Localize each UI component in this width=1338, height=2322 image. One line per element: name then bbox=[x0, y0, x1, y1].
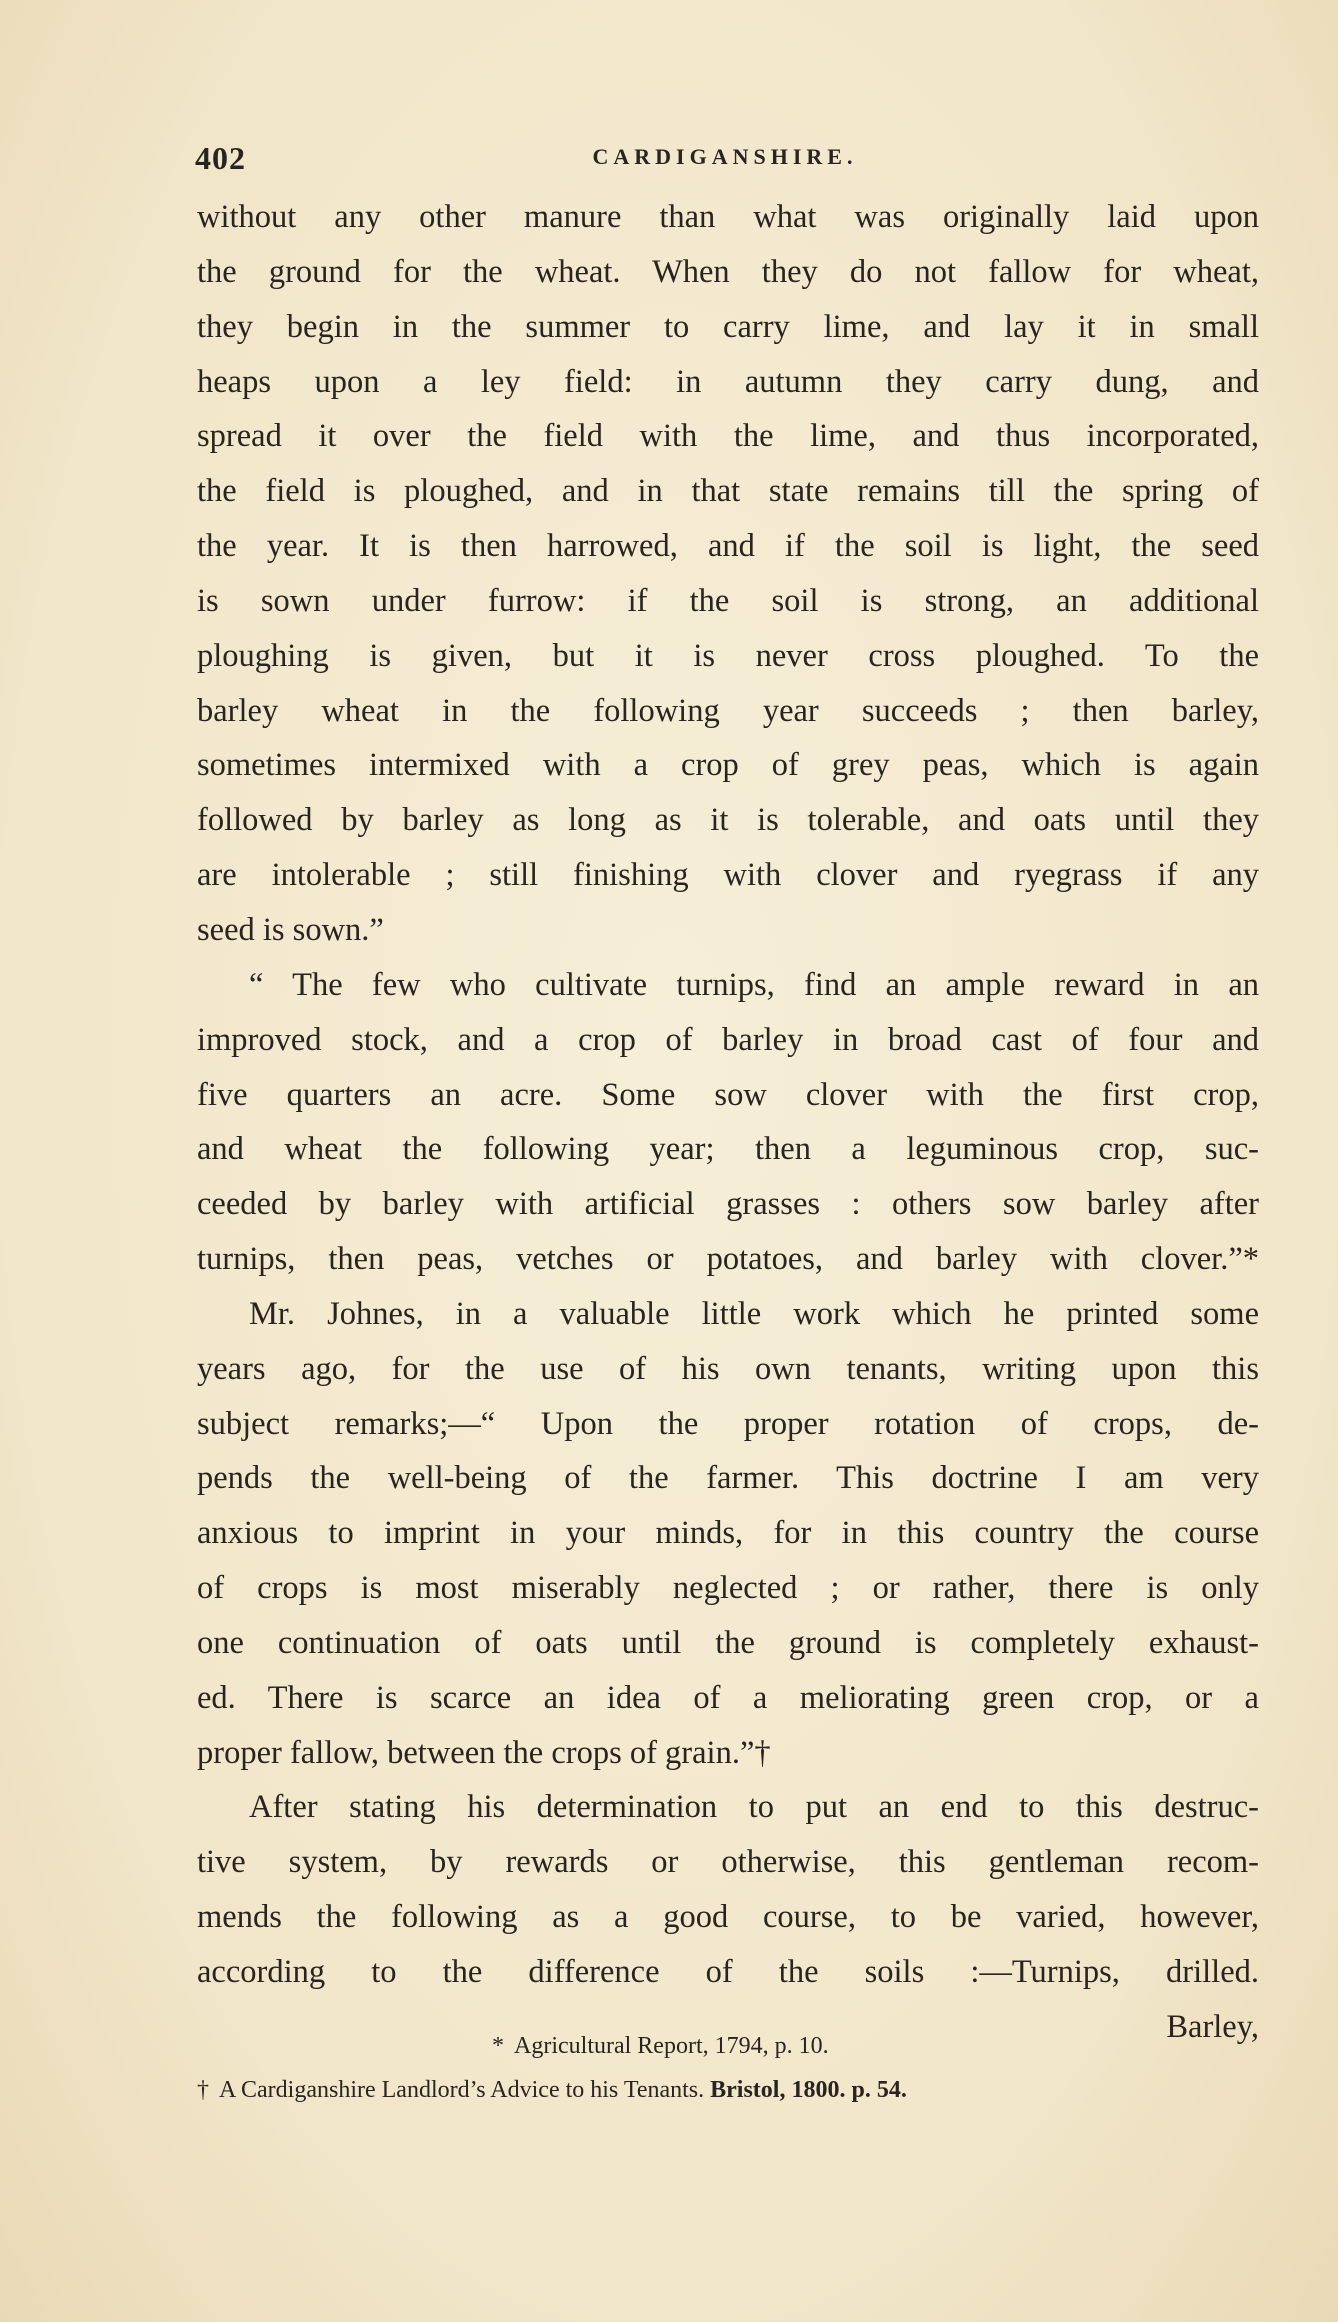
text-line: Mr. Johnes, in a valuable little work which he printed some bbox=[249, 1295, 1259, 1332]
text-line: five quarters an acre. Some sow clover with the first crop, bbox=[197, 1076, 1259, 1113]
text-line: turnips, then peas, vetches or potatoes, and barley with clover.”* bbox=[197, 1241, 1259, 1278]
text-line: seed is sown.” bbox=[197, 911, 384, 948]
text-line: are intolerable ; still finishing with clover and ryegrass if any bbox=[197, 857, 1259, 894]
text-line: pends the well-being of the farmer. This doctrine I am very bbox=[197, 1460, 1259, 1497]
text-line: barley wheat in the following year succeeds ; then barley, bbox=[197, 692, 1259, 729]
text-line: and wheat the following year; then a leguminous crop, suc- bbox=[197, 1131, 1259, 1168]
text-line: of crops is most miserably neglected ; or rather, there is only bbox=[197, 1570, 1259, 1607]
footnote-2 bbox=[197, 2068, 1259, 2112]
text-line: the ground for the wheat. When they do not fallow for wheat, bbox=[197, 253, 1259, 290]
page-number: 402 bbox=[195, 140, 246, 176]
text-line: the field is ploughed, and in that state remains till the spring of bbox=[197, 473, 1259, 510]
text-line: is sown under furrow: if the soil is strong, an additional bbox=[197, 582, 1259, 619]
text-line: anxious to imprint in your minds, for in this country the course bbox=[197, 1515, 1259, 1552]
page-header bbox=[195, 140, 1255, 180]
text-line: sometimes intermixed with a crop of grey peas, which is again bbox=[197, 747, 1259, 784]
text-line: ploughing is given, but it is never cross ploughed. To the bbox=[197, 637, 1259, 674]
text-line: ceeded by barley with artificial grasses : others sow barley after bbox=[197, 1186, 1259, 1223]
footnote-1 bbox=[197, 2024, 1259, 2068]
text-line: After stating his determination to put an end to this destruc- bbox=[249, 1789, 1259, 1826]
text-line: mends the following as a good course, to be varied, however, bbox=[197, 1899, 1259, 1936]
text-line: according to the difference of the soils :—Turnips, drilled. bbox=[197, 1954, 1259, 1990]
running-head: CARDIGANSHIRE. bbox=[592, 144, 858, 169]
catchword: Barley, bbox=[1166, 2008, 1259, 2045]
text-line: the year. It is then harrowed, and if the soil is light, the seed bbox=[197, 528, 1259, 565]
text-line: improved stock, and a crop of barley in broad cast of four and bbox=[197, 1021, 1259, 1058]
footnote-mark: † bbox=[197, 2077, 209, 2103]
text-line: spread it over the field with the lime, and thus incorporated, bbox=[197, 418, 1259, 455]
body-text bbox=[197, 190, 1259, 2055]
text-line: ed. There is scarce an idea of a meliorating green crop, or a bbox=[197, 1679, 1259, 1716]
footnote-mark: * bbox=[492, 2033, 504, 2059]
text-line: tive system, by rewards or otherwise, this gentleman recom- bbox=[197, 1844, 1259, 1881]
text-line: they begin in the summer to carry lime, and lay it in small bbox=[197, 308, 1259, 345]
footnotes bbox=[197, 2024, 1259, 2112]
text-line: “ The few who cultivate turnips, find an ample reward in an bbox=[249, 966, 1259, 1003]
text-line: without any other manure than what was originally laid upon bbox=[197, 199, 1259, 235]
text-line: followed by barley as long as it is tolerable, and oats until they bbox=[197, 802, 1259, 839]
text-line: one continuation of oats until the ground is completely exhaust- bbox=[197, 1624, 1259, 1661]
text-line: heaps upon a ley field: in autumn they carry dung, and bbox=[197, 363, 1259, 400]
footnote-imprint: Bristol, 1800. p. 54. bbox=[710, 2077, 907, 2103]
footnote-text: Agricultural Report, 1794, p. 10. bbox=[514, 2033, 829, 2059]
text-line: years ago, for the use of his own tenants, writing upon this bbox=[197, 1350, 1259, 1387]
footnote-text: A Cardiganshire Landlord’s Advice to his Tenants. bbox=[219, 2077, 705, 2103]
text-line: subject remarks;—“ Upon the proper rotation of crops, de- bbox=[197, 1405, 1259, 1442]
text-line: proper fallow, between the crops of grain.”† bbox=[197, 1734, 771, 1771]
